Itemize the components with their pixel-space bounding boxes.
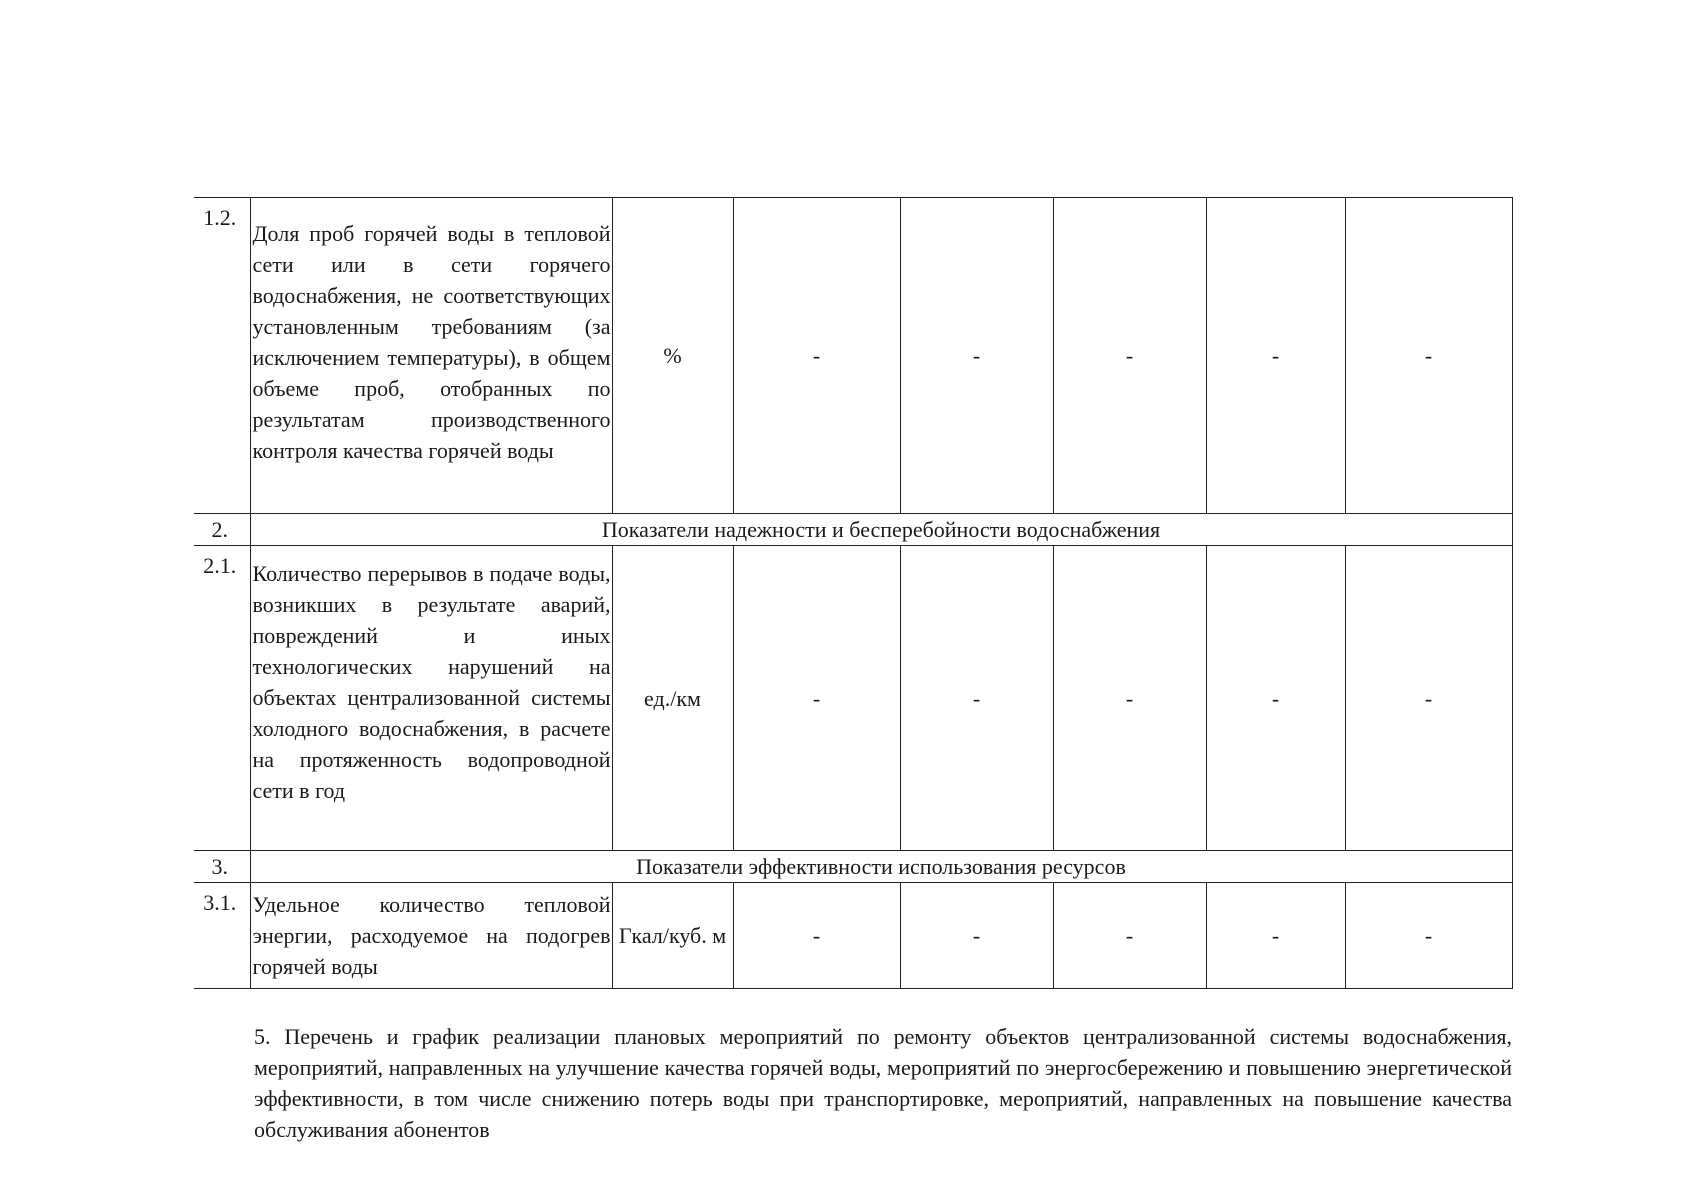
value-cell: - <box>733 198 900 514</box>
value-cell: - <box>1345 198 1512 514</box>
value-cell: - <box>1206 546 1345 851</box>
section-number: 2. <box>194 514 250 546</box>
unit-cell: % <box>612 198 733 514</box>
unit-cell: ед./км <box>612 546 733 851</box>
value-cell: - <box>733 883 900 989</box>
value-cell: - <box>900 883 1053 989</box>
section-title: Показатели эффективности использования ресурсов <box>250 851 1512 883</box>
unit-cell: Гкал/куб. м <box>612 883 733 989</box>
row-number: 2.1. <box>194 546 250 851</box>
section-number: 3. <box>194 851 250 883</box>
value-cell: - <box>1053 883 1206 989</box>
value-cell: - <box>1206 198 1345 514</box>
value-cell: - <box>1206 883 1345 989</box>
value-cell: - <box>733 546 900 851</box>
value-cell: - <box>1345 546 1512 851</box>
table-row <box>194 883 1512 989</box>
table-row <box>194 198 1512 514</box>
row-number: 1.2. <box>194 198 250 514</box>
value-cell: - <box>900 198 1053 514</box>
value-cell: - <box>1053 198 1206 514</box>
value-cell: - <box>1345 883 1512 989</box>
indicator-name: Доля проб горячей воды в тепловой сети или в сети горячего водоснабжения, не соответствующих установленным требованиям (за исключением температуры), в общем объеме проб, отобранных по результатам производственного контроля качества горячей воды <box>250 198 612 514</box>
indicator-name: Количество перерывов в подаче воды, возникших в результате аварий, повреждений и иных технологических нарушений на объектах централизованной системы холодного водоснабжения, в расчете на протяженность водопроводной сети в год <box>250 546 612 851</box>
section-title: Показатели надежности и бесперебойности водоснабжения <box>250 514 1512 546</box>
indicators-table <box>194 197 1513 989</box>
section-5-heading: 5. Перечень и график реализации плановых мероприятий по ремонту объектов централизованной системы водоснабжения, мероприятий, направленных на улучшение качества горячей воды, мероприятий по энергосбережению и повышению энергетической эффективности, в том числе снижению потерь воды при транспортировке, мероприятий, направленных на повышение качества обслуживания абонентов <box>254 1024 1512 1142</box>
row-number: 3.1. <box>194 883 250 989</box>
value-cell: - <box>1053 546 1206 851</box>
indicator-name: Удельное количество тепловой энергии, расходуемое на подогрев горячей воды <box>250 883 612 989</box>
section-row <box>194 514 1512 546</box>
section-row <box>194 851 1512 883</box>
table-row <box>194 546 1512 851</box>
value-cell: - <box>900 546 1053 851</box>
